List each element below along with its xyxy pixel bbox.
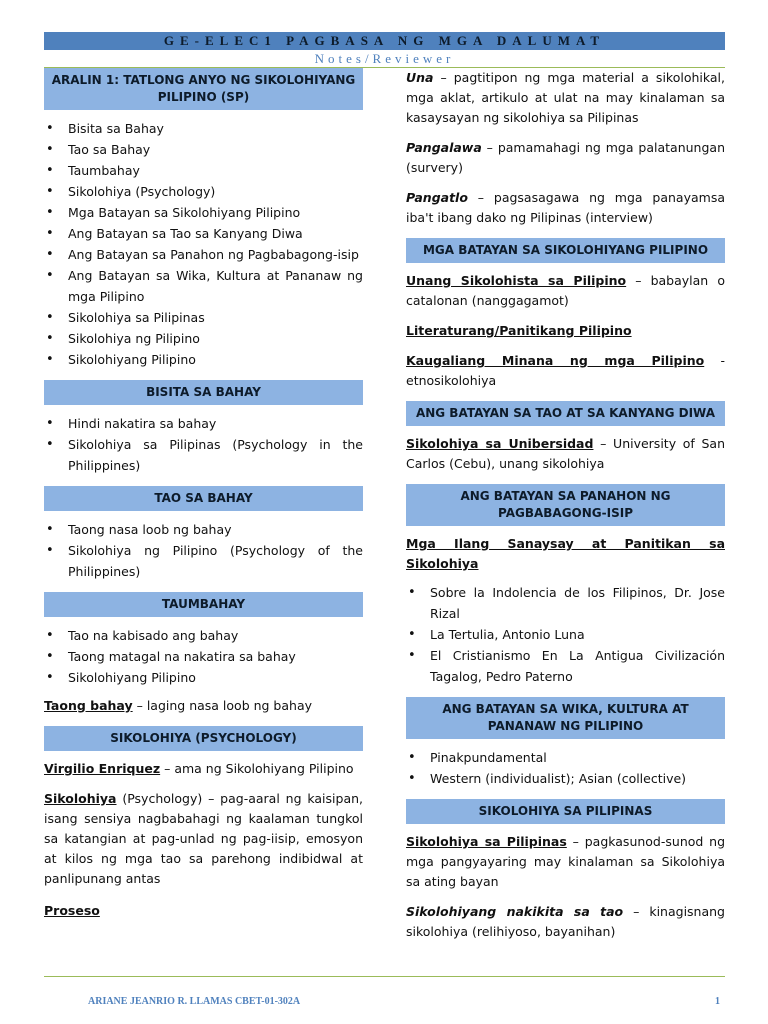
tao-heading: TAO SA BAHAY	[44, 486, 363, 511]
nakikita-definition: – kinagisnang sikolohiya (relihiyoso, bayanihan)	[406, 904, 725, 939]
bisita-list	[44, 413, 363, 476]
una-term: Una	[406, 70, 434, 85]
batayan-heading: MGA BATAYAN SA SIKOLOHIYANG PILIPINO	[406, 238, 725, 263]
sanaysay-paragraph	[406, 534, 725, 574]
pilipinas-heading: SIKOLOHIYA SA PILIPINAS	[406, 799, 725, 824]
list-item: • Sobre la Indolencia de los Filipinos, Dr. Jose Rizal	[406, 582, 725, 624]
aralin-list	[44, 118, 363, 370]
list-item: • Sikolohiya (Psychology)	[44, 181, 363, 202]
unibersidad-term: Sikolohiya sa Unibersidad	[406, 436, 594, 451]
unibersidad-definition: – University of San Carlos (Cebu), unang sikolohiya	[406, 436, 725, 471]
wika-list	[406, 747, 725, 789]
unang-term: Unang Sikolohista sa Pilipino	[406, 273, 627, 288]
list-item: • Sikolohiya ng Pilipino	[44, 328, 363, 349]
list-item: • Sikolohiya ng Pilipino (Psychology of the Philippines)	[44, 540, 363, 582]
enriquez-definition: – ama ng Sikolohiyang Pilipino	[160, 761, 354, 776]
unibersidad-paragraph	[406, 434, 725, 474]
pangatlo-term: Pangatlo	[406, 190, 468, 205]
footer-author: ARIANE JEANRIO R. LLAMAS CBET-01-302A	[88, 996, 301, 1007]
list-item: • La Tertulia, Antonio Luna	[406, 624, 725, 645]
taumbahay-heading: TAUMBAHAY	[44, 592, 363, 617]
list-item: • Taumbahay	[44, 160, 363, 181]
list-item: • Bisita sa Bahay	[44, 118, 363, 139]
pilipinas-term: Sikolohiya sa Pilipinas	[406, 834, 567, 849]
right-column	[406, 68, 725, 942]
kaugalian-term: Kaugaliang Minana ng mga Pilipino	[406, 353, 705, 368]
unang-definition: – babaylan o catalonan (nanggagamot)	[406, 273, 725, 308]
pangalawa-paragraph	[406, 138, 725, 178]
nakikita-paragraph	[406, 902, 725, 942]
pangalawa-definition: – pamamahagi ng mga palatanungan (survery)	[406, 140, 725, 175]
taong-bahay-definition: – laging nasa loob ng bahay	[132, 698, 313, 713]
pangalawa-term: Pangalawa	[406, 140, 482, 155]
document-subtitle: Notes/Reviewer	[314, 51, 455, 66]
sanaysay-term: Mga Ilang Sanaysay at Panitikan sa Sikolohiya	[406, 536, 725, 571]
list-item: • Mga Batayan sa Sikolohiyang Pilipino	[44, 202, 363, 223]
pilipinas-paragraph	[406, 832, 725, 892]
list-item: • Ang Batayan sa Wika, Kultura at Pananaw ng mga Pilipino	[44, 265, 363, 307]
una-definition: – pagtitipon ng mga material a sikolohikal, mga aklat, artikulo at ulat na may kinalaman sa kasaysayan ng sikolohiya sa Pilipinas	[406, 70, 725, 125]
wika-heading: ANG BATAYAN SA WIKA, KULTURA AT PANANAW NG PILIPINO	[406, 697, 725, 739]
diwa-heading: ANG BATAYAN SA TAO AT SA KANYANG DIWA	[406, 401, 725, 426]
tao-list	[44, 519, 363, 582]
list-item: • Ang Batayan sa Tao sa Kanyang Diwa	[44, 223, 363, 244]
pangatlo-definition: – pagsasagawa ng mga panayamsa iba't ibang dako ng Pilipinas (interview)	[406, 190, 725, 225]
nakikita-term: Sikolohiyang nakikita sa tao	[406, 904, 624, 919]
sikolohiya-heading: SIKOLOHIYA (PSYCHOLOGY)	[44, 726, 363, 751]
list-item: • Western (individualist); Asian (collective)	[406, 768, 725, 789]
proseso-label: Proseso	[44, 903, 100, 918]
taong-bahay-paragraph	[44, 696, 363, 716]
list-item: • Tao sa Bahay	[44, 139, 363, 160]
enriquez-term: Virgilio Enriquez	[44, 761, 161, 776]
sikolohiya-definition: (Psychology) – pag-aaral ng kaisipan, isang sensiya nagbabahagi ng kaalaman tungkol sa katangian at pag-unlad ng pag-iisip, emosyon at kilos ng mga tao sa parehong indibidwal at panlipunang antas	[44, 791, 363, 886]
kaugalian-paragraph	[406, 351, 725, 391]
literatura-paragraph	[406, 321, 725, 341]
sikolohiya-paragraph	[44, 789, 363, 889]
left-column	[44, 68, 363, 921]
sikolohiya-term: Sikolohiya	[44, 791, 117, 806]
una-paragraph	[406, 68, 725, 128]
panahon-heading: ANG BATAYAN SA PANAHON NG PAGBABAGONG-ISIP	[406, 484, 725, 526]
list-item: • Sikolohiyang Pilipino	[44, 349, 363, 370]
document-title: GE-ELEC1 PAGBASA NG MGA DALUMAT	[44, 32, 725, 50]
list-item: • Taong matagal na nakatira sa bahay	[44, 646, 363, 667]
bisita-heading: BISITA SA BAHAY	[44, 380, 363, 405]
taong-bahay-term: Taong bahay	[44, 698, 133, 713]
list-item: • Sikolohiya sa Pilipinas (Psychology in the Philippines)	[44, 434, 363, 476]
proseso-paragraph	[44, 901, 363, 921]
list-item: • Pinakpundamental	[406, 747, 725, 768]
enriquez-paragraph	[44, 759, 363, 779]
list-item: • Sikolohiya sa Pilipinas	[44, 307, 363, 328]
list-item: • Hindi nakatira sa bahay	[44, 413, 363, 434]
list-item: • Tao na kabisado ang bahay	[44, 625, 363, 646]
footer-divider	[44, 976, 725, 977]
unang-paragraph	[406, 271, 725, 311]
kaugalian-definition: - etnosikolohiya	[406, 353, 725, 388]
literatura-term: Literaturang/Panitikang Pilipino	[406, 323, 632, 338]
pangatlo-paragraph	[406, 188, 725, 228]
taumbahay-list	[44, 625, 363, 688]
aralin-heading: ARALIN 1: TATLONG ANYO NG SIKOLOHIYANG PILIPINO (SP)	[44, 68, 363, 110]
list-item: • El Cristianismo En La Antigua Civilización Tagalog, Pedro Paterno	[406, 645, 725, 687]
page-number: 1	[715, 996, 720, 1007]
list-item: • Sikolohiyang Pilipino	[44, 667, 363, 688]
list-item: • Taong nasa loob ng bahay	[44, 519, 363, 540]
pilipinas-definition: – pagkasunod-sunod ng mga pangyayaring may kinalaman sa Sikolohiya sa ating bayan	[406, 834, 726, 889]
sanaysay-list	[406, 582, 725, 687]
list-item: • Ang Batayan sa Panahon ng Pagbabagong-isip	[44, 244, 363, 265]
